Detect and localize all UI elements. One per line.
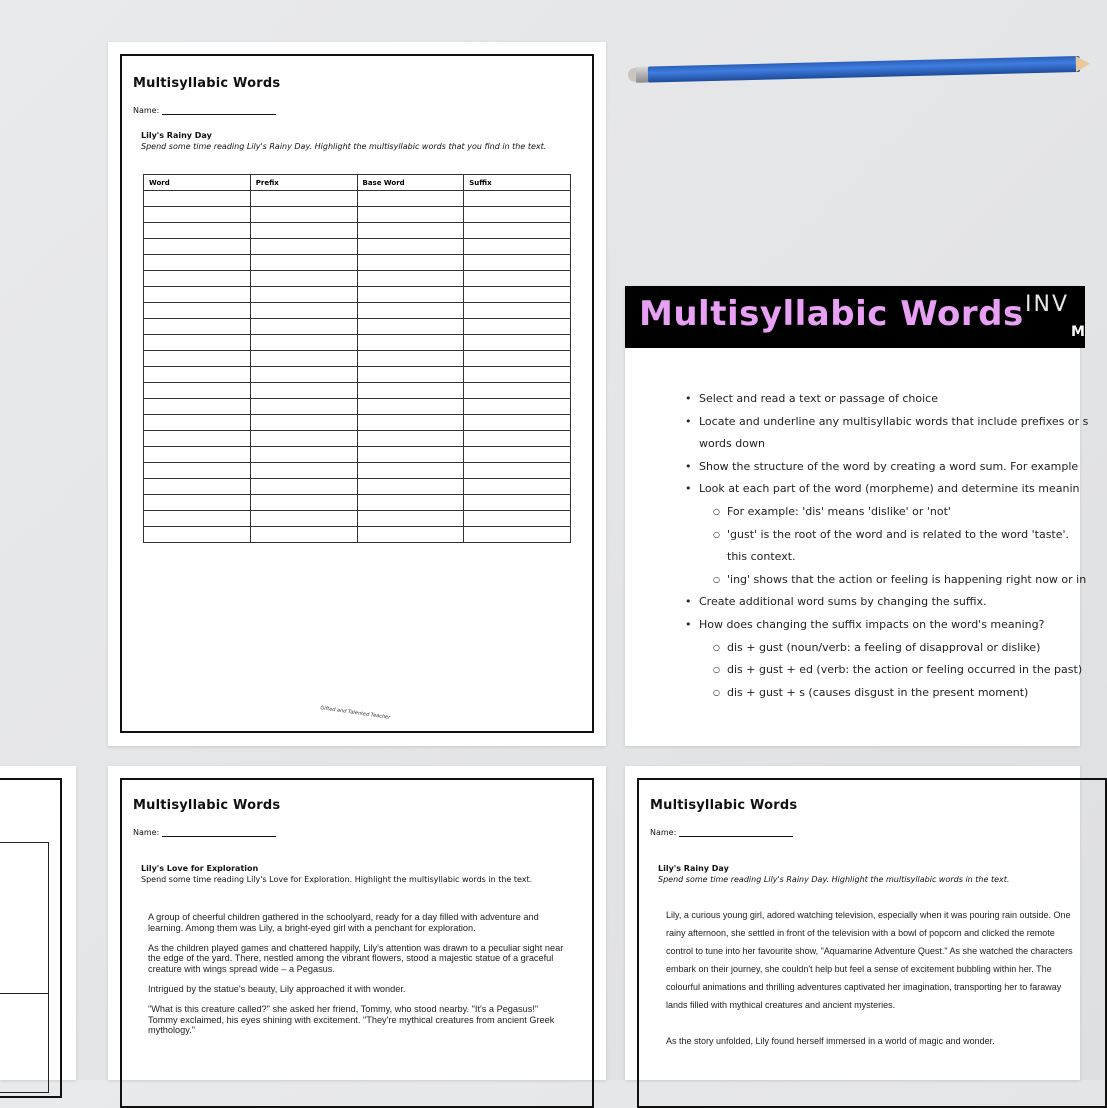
instruction-item: • Look at each part of the word (morpheme) and determine its meanin bbox=[685, 478, 1088, 501]
table-cell[interactable] bbox=[250, 463, 357, 479]
table-row bbox=[144, 527, 571, 543]
table-cell[interactable] bbox=[250, 415, 357, 431]
table-cell[interactable] bbox=[250, 303, 357, 319]
story-title: Lily's Rainy Day bbox=[658, 864, 729, 873]
table-cell[interactable] bbox=[250, 511, 357, 527]
table-cell[interactable] bbox=[464, 255, 571, 271]
table-cell[interactable] bbox=[464, 527, 571, 543]
table-row bbox=[144, 463, 571, 479]
table-cell[interactable] bbox=[144, 319, 251, 335]
table-cell[interactable] bbox=[250, 319, 357, 335]
worksheet-exploration bbox=[108, 766, 606, 1080]
table-cell[interactable] bbox=[144, 399, 251, 415]
word-table bbox=[143, 174, 571, 543]
story-paragraph: As the story unfolded, Lily found herself immersed in a world of magic and wonder. bbox=[666, 1036, 995, 1046]
story-title: Lily's Love for Exploration bbox=[141, 864, 259, 873]
table-cell[interactable] bbox=[144, 367, 251, 383]
instructions: Spend some time reading Lily's Rainy Day. Highlight the multisyllabic words in the text. bbox=[658, 875, 1010, 884]
table-row bbox=[144, 511, 571, 527]
table-cell[interactable] bbox=[144, 223, 251, 239]
table-row bbox=[144, 191, 571, 207]
table-cell[interactable] bbox=[464, 335, 571, 351]
table-cell[interactable] bbox=[250, 223, 357, 239]
table-cell[interactable] bbox=[464, 271, 571, 287]
instruction-item: ○ dis + gust (noun/verb: a feeling of disapproval or dislike) bbox=[685, 637, 1088, 660]
worksheet-rainy-day bbox=[625, 766, 1080, 1080]
table-row bbox=[144, 495, 571, 511]
table-cell[interactable] bbox=[357, 479, 464, 495]
table-cell[interactable] bbox=[250, 479, 357, 495]
story-paragraph: Intrigued by the statue's beauty, Lily approached it with wonder. bbox=[148, 983, 406, 994]
table-cell[interactable] bbox=[144, 383, 251, 399]
table-cell[interactable] bbox=[144, 303, 251, 319]
table-cell[interactable] bbox=[144, 431, 251, 447]
instruction-item: ○ 'gust' is the root of the word and is related to the word 'taste'. bbox=[685, 524, 1088, 547]
table-cell[interactable] bbox=[464, 319, 571, 335]
worksheet-title: Multisyllabic Words bbox=[133, 798, 281, 813]
table-row bbox=[144, 303, 571, 319]
table-row bbox=[144, 479, 571, 495]
instruction-card bbox=[625, 286, 1089, 746]
table-cell[interactable] bbox=[357, 399, 464, 415]
banner bbox=[625, 286, 1085, 348]
table-cell[interactable] bbox=[464, 351, 571, 367]
table-cell[interactable] bbox=[250, 255, 357, 271]
table-cell[interactable] bbox=[250, 431, 357, 447]
table-cell[interactable] bbox=[250, 399, 357, 415]
table-row bbox=[144, 383, 571, 399]
table-cell[interactable] bbox=[464, 511, 571, 527]
column-header: Prefix bbox=[250, 175, 357, 191]
column-header: Base Word bbox=[357, 175, 464, 191]
table-cell[interactable] bbox=[357, 255, 464, 271]
worksheet-title: Multisyllabic Words bbox=[133, 76, 281, 91]
table-cell[interactable] bbox=[357, 415, 464, 431]
table-cell[interactable] bbox=[250, 447, 357, 463]
story-text bbox=[148, 912, 568, 1045]
table-row bbox=[144, 271, 571, 287]
table-cell[interactable] bbox=[250, 191, 357, 207]
table-row bbox=[144, 415, 571, 431]
table-cell[interactable] bbox=[464, 447, 571, 463]
table-row bbox=[144, 319, 571, 335]
table-row bbox=[144, 223, 571, 239]
table-cell[interactable] bbox=[144, 271, 251, 287]
table-row bbox=[144, 351, 571, 367]
table-cell[interactable] bbox=[464, 207, 571, 223]
table-cell[interactable] bbox=[357, 527, 464, 543]
table-row bbox=[144, 335, 571, 351]
table-cell[interactable] bbox=[250, 207, 357, 223]
story-paragraph: As the children played games and chattered happily, Lily's attention was drawn to a peculiar sight near the edge of the yard. There, nestled among the vibrant flowers, stood a majestic statue of a graceful creature with wings spread wide – a Pegasus. bbox=[148, 942, 564, 975]
table-row bbox=[144, 367, 571, 383]
banner-side-text: INV bbox=[1025, 292, 1069, 317]
table-row bbox=[144, 431, 571, 447]
table-cell[interactable] bbox=[250, 495, 357, 511]
table-cell[interactable] bbox=[250, 239, 357, 255]
banner-side-text-2: M bbox=[1071, 324, 1085, 340]
name-field[interactable]: Name: bbox=[133, 106, 276, 115]
table-cell[interactable] bbox=[144, 287, 251, 303]
table-cell[interactable] bbox=[357, 447, 464, 463]
table-cell[interactable] bbox=[357, 223, 464, 239]
table-cell[interactable] bbox=[464, 367, 571, 383]
worksheet-partial-left bbox=[0, 766, 76, 1080]
table-cell[interactable] bbox=[144, 191, 251, 207]
table-cell[interactable] bbox=[357, 207, 464, 223]
instruction-item: this context. bbox=[727, 550, 796, 564]
instruction-item: • Locate and underline any multisyllabic words that include prefixes or s bbox=[685, 411, 1088, 434]
instruction-item: ○ dis + gust + s (causes disgust in the present moment) bbox=[685, 682, 1088, 705]
instruction-list bbox=[685, 388, 1088, 704]
table-cell[interactable] bbox=[464, 399, 571, 415]
instruction-item: • Select and read a text or passage of choice bbox=[685, 388, 1088, 411]
table-row bbox=[144, 447, 571, 463]
table-cell[interactable] bbox=[357, 191, 464, 207]
table-cell[interactable] bbox=[357, 319, 464, 335]
table-cell[interactable] bbox=[250, 367, 357, 383]
table-cell[interactable] bbox=[357, 495, 464, 511]
table-cell[interactable] bbox=[464, 495, 571, 511]
table-cell[interactable] bbox=[357, 351, 464, 367]
table-cell[interactable] bbox=[144, 207, 251, 223]
story-text bbox=[666, 906, 1076, 1068]
table-cell[interactable] bbox=[464, 239, 571, 255]
story-title: Lily's Rainy Day bbox=[141, 131, 212, 140]
table-cell[interactable] bbox=[250, 527, 357, 543]
table-cell[interactable] bbox=[144, 415, 251, 431]
table-cell[interactable] bbox=[144, 351, 251, 367]
table-cell[interactable] bbox=[144, 463, 251, 479]
table-cell[interactable] bbox=[250, 351, 357, 367]
footer-logo: Gifted and Talented Teacher bbox=[319, 705, 391, 721]
table-cell[interactable] bbox=[464, 463, 571, 479]
table-cell[interactable] bbox=[250, 335, 357, 351]
instruction-item: • Show the structure of the word by creating a word sum. For example bbox=[685, 456, 1088, 479]
instructions: Spend some time reading Lily's Rainy Day. Highlight the multisyllabic words that you find in the text. bbox=[141, 142, 547, 151]
story-paragraph: A group of cheerful children gathered in the schoolyard, ready for a day filled with adventure and learning. Among them was Lily, a bright-eyed girl with a penchant for exploration. bbox=[148, 912, 539, 933]
table-cell[interactable] bbox=[144, 511, 251, 527]
table-cell[interactable] bbox=[357, 287, 464, 303]
table-cell[interactable] bbox=[357, 383, 464, 399]
table-cell[interactable] bbox=[464, 223, 571, 239]
instruction-item: • How does changing the suffix impacts on the word's meaning? bbox=[685, 614, 1088, 637]
instruction-item: ○ dis + gust + ed (verb: the action or feeling occurred in the past) bbox=[685, 659, 1088, 682]
instruction-item: ○ 'ing' shows that the action or feeling is happening right now or in bbox=[685, 569, 1088, 592]
name-field[interactable]: Name: bbox=[133, 828, 276, 837]
instruction-item: words down bbox=[699, 437, 765, 451]
table-cell[interactable] bbox=[144, 479, 251, 495]
table-cell[interactable] bbox=[464, 415, 571, 431]
table-cell[interactable] bbox=[357, 367, 464, 383]
table-row bbox=[144, 207, 571, 223]
table-cell[interactable] bbox=[464, 287, 571, 303]
story-paragraph: "What is this creature called?" she asked her friend, Tommy, who stood nearby. "It's a Pegasus!" Tommy exclaimed, his eyes shining with excitement. "They're mythical creatures from ancient Greek mythology." bbox=[148, 1003, 555, 1036]
table-cell[interactable] bbox=[250, 271, 357, 287]
instruction-item: ○ For example: 'dis' means 'dislike' or 'not' bbox=[685, 501, 1088, 524]
column-header: Suffix bbox=[464, 175, 571, 191]
table-cell[interactable] bbox=[250, 287, 357, 303]
worksheet-table bbox=[108, 42, 606, 746]
story-paragraph: Lily, a curious young girl, adored watching television, especially when it was pouring rain outside. One rainy afternoon, she settled in front of the television with a bowl of popcorn and clicked the remote control to tune into her favourite show, "Aquamarine Adventure Quest." As she watched the characters embark on their journey, she couldn't help but feel a sense of excitement bubbling within her. The colourful animations and thrilling adventures captivated her imagination, transporting her to faraway lands filled with mythical creatures and ancient mysteries. bbox=[666, 910, 1073, 1010]
table-cell[interactable] bbox=[144, 495, 251, 511]
table-row bbox=[144, 399, 571, 415]
table-cell[interactable] bbox=[357, 463, 464, 479]
table-cell[interactable] bbox=[464, 431, 571, 447]
table-cell[interactable] bbox=[357, 511, 464, 527]
banner-title: Multisyllabic Words bbox=[639, 294, 1024, 334]
pencil-icon bbox=[628, 53, 1080, 86]
table-cell[interactable] bbox=[357, 239, 464, 255]
table-cell[interactable] bbox=[144, 239, 251, 255]
instruction-item: • Create additional word sums by changing the suffix. bbox=[685, 591, 1088, 614]
table-cell[interactable] bbox=[464, 479, 571, 495]
table-row bbox=[144, 255, 571, 271]
name-field[interactable]: Name: bbox=[650, 828, 793, 837]
column-header: Word bbox=[144, 175, 251, 191]
table-cell[interactable] bbox=[144, 335, 251, 351]
table-cell[interactable] bbox=[250, 383, 357, 399]
table-cell[interactable] bbox=[464, 383, 571, 399]
worksheet-title: Multisyllabic Words bbox=[650, 798, 798, 813]
instructions: Spend some time reading Lily's Love for Exploration. Highlight the multisyllabic words in the text. bbox=[141, 875, 533, 884]
table-cell[interactable] bbox=[357, 431, 464, 447]
table-cell[interactable] bbox=[357, 303, 464, 319]
table-cell[interactable] bbox=[464, 303, 571, 319]
table-cell[interactable] bbox=[144, 255, 251, 271]
table-cell[interactable] bbox=[357, 335, 464, 351]
table-cell[interactable] bbox=[144, 527, 251, 543]
table-row bbox=[144, 287, 571, 303]
table-cell[interactable] bbox=[144, 447, 251, 463]
table-cell[interactable] bbox=[357, 271, 464, 287]
table-cell[interactable] bbox=[464, 191, 571, 207]
table-row bbox=[144, 239, 571, 255]
